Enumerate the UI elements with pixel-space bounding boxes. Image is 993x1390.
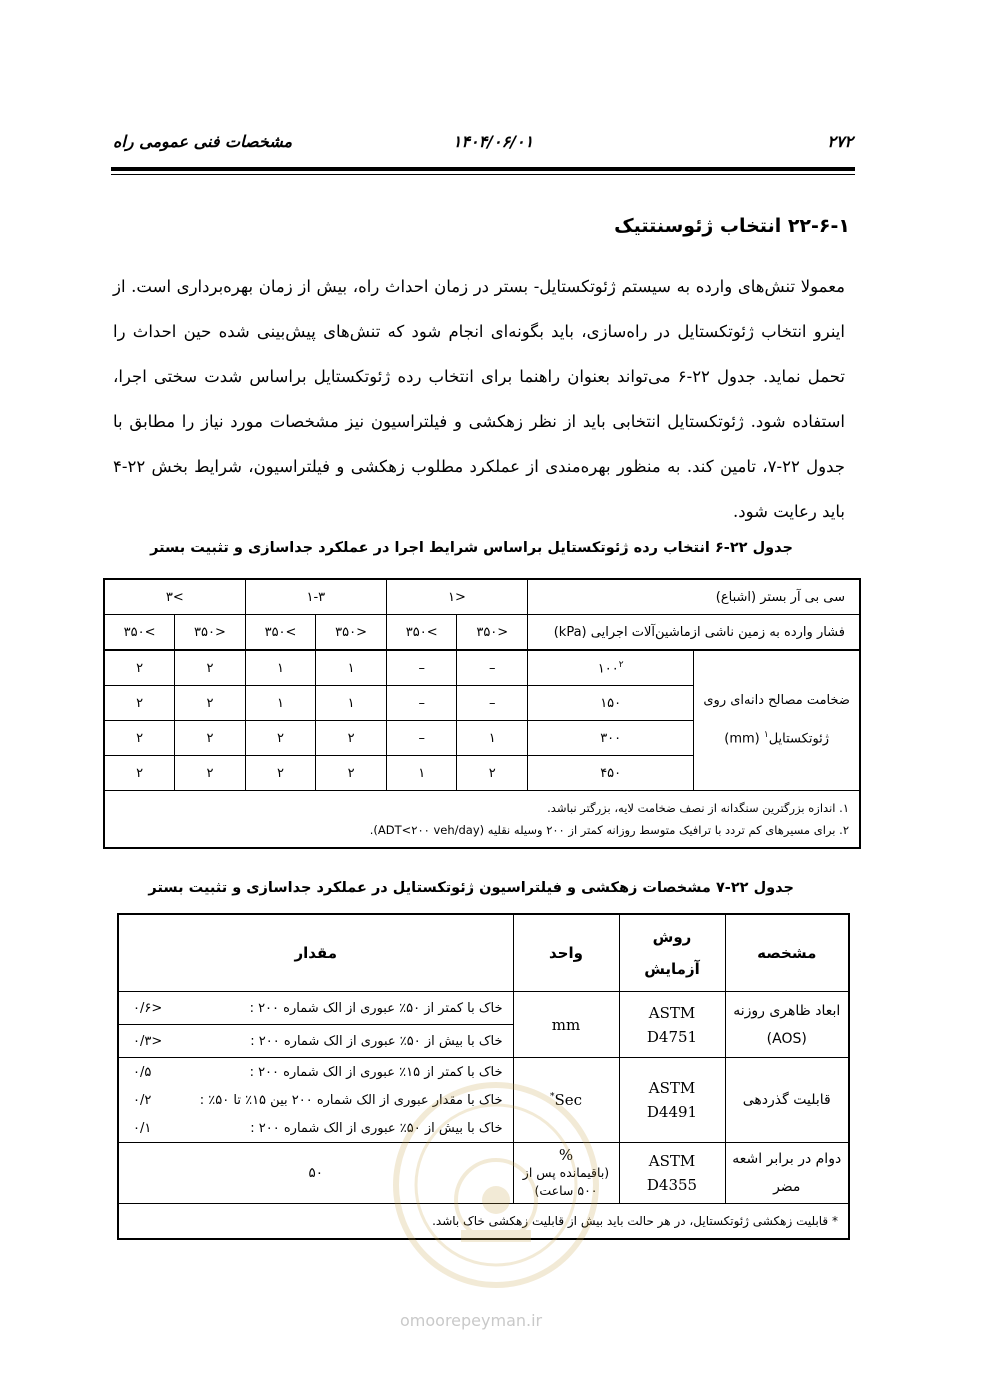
- uv-value: ۵۰: [118, 1143, 513, 1204]
- table-cell: ۲: [245, 721, 316, 756]
- permittivity-method: ASTM D4491: [619, 1058, 725, 1143]
- table-cell: ۲: [457, 756, 528, 791]
- thickness-value: $۱۰۰^۲$: [528, 650, 694, 686]
- table-cell: –: [386, 650, 457, 686]
- thickness-label-line1: ضخامت مصالح دانه‌ای روی: [703, 693, 850, 709]
- table1-caption: جدول ۲۲-۶ انتخاب رده ژئوتکستایل براساس شرایط اجرا در عملکرد جداسازی و تثبیت بستر: [150, 540, 793, 556]
- aos-condition: خاک با بیش از ۵۰٪ عبوری از الک شماره ۲۰۰ :: [182, 1025, 513, 1058]
- section-paragraph: معمولا تنش‌های وارده به سیستم ژئوتکستایل- بستر در زمان احداث راه، بیش از زمان بهره‌برداری است. از اینرو انتخاب ژئوتکستایل در راه‌سازی، باید بگونه‌ای انجام شود که تنش‌های پیش‌بینی شده حین احداث را تحمل نماید. جدول ۲۲-۶ می‌تواند بعنوان راهنما برای انتخاب رده ژئوتکستایل براساس شدت سختی اجرا، استفاده شود. ژئوتکستایل انتخابی باید از نظر زهکشی و فیلتراسیون نیز مشخصات مورد نیاز را مطابق با جدول ۲۲-۷، تامین کند. به منظور بهره‌مندی از عملکرد مطلوب زهکشی و فیلتراسیون، شرایط بخش ۲۲-۴ باید رعایت شود.: [113, 277, 845, 521]
- table-cell: ۱: [245, 650, 316, 686]
- footnote: ۱. اندازه بزرگترین سنگدانه از نصف ضخامت لایه، بزرگتر نباشد.: [547, 801, 849, 815]
- aos-condition-value: <۰/۶: [118, 992, 182, 1025]
- uv-method: ASTM D4355: [619, 1143, 725, 1204]
- thickness-value: ۱۵۰: [528, 686, 694, 721]
- uv-unit: % (باقیمانده پس از ۵۰۰ ساعت): [513, 1143, 619, 1204]
- table-cell: ۲: [175, 650, 246, 686]
- aos-method: ASTM D4751: [619, 992, 725, 1058]
- header-date: ۱۴۰۴/۰۶/۰۱: [452, 132, 534, 151]
- permittivity-condition: خاک با بیش از ۵۰٪ عبوری از الک شماره ۲۰۰ :: [182, 1114, 513, 1143]
- table-cell: ۲: [104, 650, 175, 686]
- table1-geotextile-class: [103, 578, 861, 849]
- watermark-seal-icon: [391, 1080, 601, 1290]
- aos-condition: خاک با کمتر از ۵۰٪ عبوری از الک شماره ۲۰۰ :: [182, 992, 513, 1025]
- permittivity-condition: خاک با کمتر از ۱۵٪ عبوری از الک شماره ۲۰۰ :: [182, 1058, 513, 1087]
- header-unit: واحد: [513, 914, 619, 992]
- section-title: ۲۲-۶-۱ انتخاب ژئوسنتتیک: [614, 215, 850, 237]
- watermark-url: omoorepeyman.ir: [400, 1311, 543, 1330]
- permittivity-condition-value: ۰/۵: [118, 1058, 182, 1087]
- table-cell: –: [457, 650, 528, 686]
- table-cell: ۲: [104, 721, 175, 756]
- table-cell: ۱: [316, 650, 387, 686]
- header-rule-thin: [111, 174, 855, 175]
- thickness-label-line2: ژئوتکستایل$^۱$ (mm): [724, 730, 830, 747]
- header-property: مشخصه: [725, 914, 849, 992]
- header-title: مشخصات فنی عمومی راه: [113, 132, 293, 151]
- page-header: [113, 128, 853, 160]
- pressure-value: <۳۵۰: [457, 615, 528, 651]
- thickness-label: [694, 650, 860, 791]
- table-cell: ۲: [104, 756, 175, 791]
- aos-property: ابعاد ظاهری روزنه (AOS): [725, 992, 849, 1058]
- pressure-value: <۳۵۰: [175, 615, 246, 651]
- aos-condition-value: <۰/۳: [118, 1025, 182, 1058]
- table-cell: –: [457, 686, 528, 721]
- cbr-group: ۱-۳: [245, 579, 386, 615]
- pressure-value: <۳۵۰: [316, 615, 387, 651]
- permittivity-unit: Sec*: [513, 1058, 619, 1143]
- thickness-value: ۳۰۰: [528, 721, 694, 756]
- cbr-label: سی بی آر بستر (اشباع): [528, 579, 860, 615]
- table-cell: ۲: [175, 686, 246, 721]
- table-cell: ۱: [245, 686, 316, 721]
- table-cell: ۲: [316, 721, 387, 756]
- pressure-value: >۳۵۰: [386, 615, 457, 651]
- header-method: روش آزمایش: [619, 914, 725, 992]
- table-cell: ۱: [457, 721, 528, 756]
- pressure-value: >۳۵۰: [104, 615, 175, 651]
- permittivity-condition-value: ۰/۱: [118, 1114, 182, 1143]
- table2-caption: جدول ۲۲-۷ مشخصات زهکشی و فیلتراسیون ژئوتکستایل در عملکرد جداسازی و تثبیت بستر: [148, 880, 794, 896]
- table1-footnotes: [104, 791, 860, 849]
- cbr-group: >۳: [104, 579, 245, 615]
- table-cell: ۲: [245, 756, 316, 791]
- header-value: مقدار: [118, 914, 513, 992]
- cbr-group: <۱: [386, 579, 527, 615]
- pressure-label: فشار وارده به زمین ناشی ازماشین‌آلات اجرایی (kPa): [528, 615, 860, 651]
- header-rule-thick: [111, 167, 855, 171]
- table-cell: ۱: [386, 756, 457, 791]
- pressure-value: >۳۵۰: [245, 615, 316, 651]
- table-cell: ۲: [316, 756, 387, 791]
- footnote: ۲. برای مسیرهای کم تردد با ترافیک متوسط روزانه کمتر از ۲۰۰ وسیله نقلیه (ADT<۲۰۰ veh/day).: [369, 823, 849, 837]
- table-cell: ۲: [104, 686, 175, 721]
- table-cell: ۲: [175, 756, 246, 791]
- permittivity-condition: خاک با مقدار عبوری از الک شماره ۲۰۰ بین ۱۵٪ تا ۵۰٪ :: [182, 1086, 513, 1114]
- table-cell: ۱: [316, 686, 387, 721]
- table-cell: ۲: [175, 721, 246, 756]
- permittivity-property: قابلیت گذردهی: [725, 1058, 849, 1143]
- thickness-value: ۴۵۰: [528, 756, 694, 791]
- aos-unit: mm: [513, 992, 619, 1058]
- permittivity-condition-value: ۰/۲: [118, 1086, 182, 1114]
- uv-property: دوام در برابر اشعه مضر: [725, 1143, 849, 1204]
- table2-footnote: * قابلیت زهکشی ژئوتکستایل، در هر حالت باید بیش از قابلیت زهکشی خاک باشد.: [118, 1204, 849, 1240]
- page-number: ۲۷۲: [827, 132, 853, 151]
- table-cell: –: [386, 721, 457, 756]
- table-cell: –: [386, 686, 457, 721]
